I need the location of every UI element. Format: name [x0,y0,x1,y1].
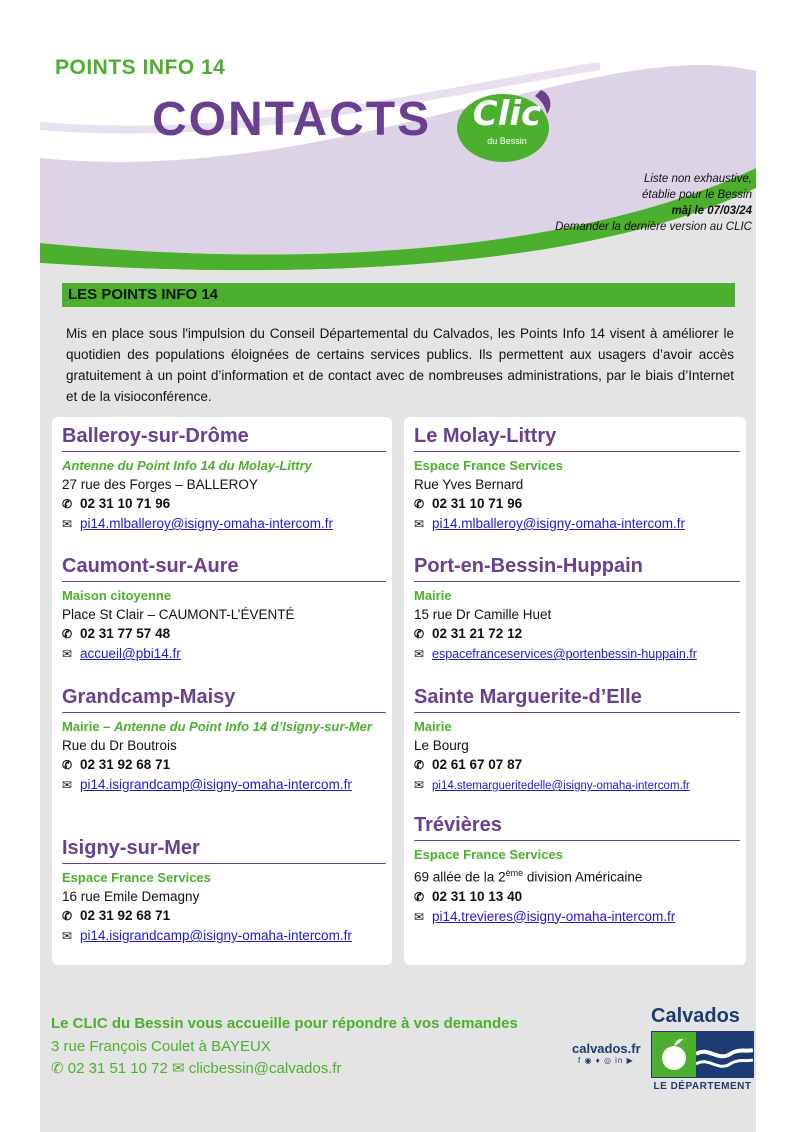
mail-icon: ✉ [414,778,425,792]
clic-logo-subtitle: du Bessin [487,136,527,146]
clic-logo-word: Clic [472,94,542,134]
office-type: Espace France Services [414,847,563,862]
clic-logo [455,84,559,166]
email-link[interactable]: pi14.mlballeroy@isigny-omaha-intercom.fr [80,516,334,531]
office-type-text: Antenne du Point Info 14 du Molay-Littry [62,458,312,473]
phone-number: 02 31 92 68 71 [80,908,171,923]
office-type: Espace France Services [414,458,563,473]
email-line [414,514,740,534]
address-part: 69 allée de la 2 [414,869,506,885]
email-link[interactable]: espacefranceservices@portenbessin-huppain.fr [432,647,697,661]
email-line [414,907,740,927]
mail-icon: ✉ [62,929,73,943]
footer-contact [51,1059,342,1077]
email-line [62,775,386,795]
phone-icon: ✆ [62,909,73,923]
section-header [62,283,735,307]
phone-number: 02 31 92 68 71 [80,757,171,772]
brand-title: POINTS INFO 14 [55,56,226,79]
mail-icon: ✉ [62,517,73,531]
city-name: Caumont-sur-Aure [62,555,386,582]
waves-icon [696,1032,753,1077]
address: Rue Yves Bernard [414,477,524,492]
office-type: Mairie [414,719,452,734]
city-name: Grandcamp-Maisy [62,686,386,713]
phone-line [414,887,740,907]
calvados-logo [651,1031,754,1078]
phone-line [414,624,740,644]
contact-entry [414,425,740,534]
email-line [62,644,386,664]
email-link[interactable]: pi14.trevieres@isigny-omaha-intercom.fr [432,908,676,924]
calvados-department: LE DÉPARTEMENT [653,1081,752,1092]
contacts-card-right [404,417,746,965]
contact-entry [414,555,740,664]
address: 16 rue Emile Demagny [62,889,200,904]
footer-address: 3 rue François Coulet à BAYEUX [51,1038,271,1055]
phone-icon: ✆ [62,758,73,772]
phone-line [414,494,740,514]
header-notes [555,171,752,235]
contact-entry [62,837,386,946]
contact-entry [414,686,740,796]
city-name: Le Molay-Littry [414,425,740,452]
phone-number: 02 31 21 72 12 [432,626,523,641]
office-type: Mairie [414,588,452,603]
email-line [62,926,386,946]
footer-email[interactable]: clicbessin@calvados.fr [188,1060,342,1077]
phone-line [62,755,386,775]
office-type [62,717,386,736]
mail-icon: ✉ [172,1060,189,1077]
phone-icon: ✆ [62,497,73,511]
phone-icon: ✆ [414,758,425,772]
footer-tagline: Le CLIC du Bessin vous accueille pour répondre à vos demandes [51,1015,518,1032]
phone-icon: ✆ [414,627,425,641]
email-line [62,514,386,534]
contacts-card-left [52,417,392,965]
email-link[interactable]: pi14.isigrandcamp@isigny-omaha-intercom.fr [80,928,352,943]
office-type [62,456,386,475]
contact-entry [62,686,386,795]
email-line [414,644,740,664]
note-update-date: màj le 07/03/24 [671,205,752,217]
waves-shape [696,1032,753,1077]
note-line: Demander la dernière version au CLIC [555,221,752,233]
apple-icon [652,1032,696,1077]
address: Le Bourg [414,738,469,753]
phone-line [62,624,386,644]
phone-line [62,494,386,514]
city-name: Port-en-Bessin-Huppain [414,555,740,582]
address: Rue du Dr Boutrois [62,738,177,753]
office-type-text: Mairie – [62,719,115,734]
city-name: Balleroy-sur-Drôme [62,425,386,452]
social-icons: f ◉ ♦ ◎ in ▶ [578,1056,634,1065]
page-title: CONTACTS [152,93,432,146]
email-link[interactable]: pi14.stemargueritedelle@isigny-omaha-intercom.fr [432,780,690,792]
mail-icon: ✉ [62,778,73,792]
phone-icon: ✆ [62,627,73,641]
address: Place St Clair – CAUMONT-L’ÉVENTÉ [62,607,295,622]
phone-number: 02 31 77 57 48 [80,626,171,641]
email-link[interactable]: pi14.mlballeroy@isigny-omaha-intercom.fr [432,516,686,531]
section-title: LES POINTS INFO 14 [68,286,219,303]
phone-icon: ✆ [414,889,425,904]
phone-number: 02 61 67 07 87 [432,757,523,772]
calvados-url[interactable]: calvados.fr [572,1041,641,1056]
apple-shape [652,1032,696,1077]
city-name: Isigny-sur-Mer [62,837,386,864]
note-line: Liste non exhaustive, [643,173,752,185]
mail-icon: ✉ [62,647,73,661]
address: 27 rue des Forges – BALLEROY [62,477,258,492]
mail-icon: ✉ [414,909,425,924]
address: 15 rue Dr Camille Huet [414,607,552,622]
phone-number: 02 31 10 13 40 [432,888,523,904]
office-type: Espace France Services [62,870,211,885]
phone-line [62,906,386,926]
contact-entry [414,814,740,927]
intro-paragraph: Mis en place sous l'impulsion du Conseil Départemental du Calvados, les Points Info 14 visent à améliorer le quotidien des populations éloignées de certains services publics. Ils permettent aux usagers d’avoir accès gratuitement à un point d’information et de contact avec de nombreuses administrations, par le biais d’Internet et de la visioconférence. [66,326,734,404]
address-part: division Américaine [523,869,643,885]
phone-icon: ✆ [51,1060,68,1077]
calvados-logo-name: Calvados [651,1005,740,1027]
address-superscript: ème [505,868,524,878]
mail-icon: ✉ [414,517,425,531]
phone-number: 02 31 10 71 96 [432,496,523,511]
note-line: établie pour le Bessin [642,189,752,201]
address [414,864,740,887]
contact-entry [62,555,386,664]
email-line [414,775,740,796]
city-name: Sainte Marguerite-d’Elle [414,686,740,713]
city-name: Trévières [414,814,740,841]
contact-entry [62,425,386,534]
footer-phone: 02 31 51 10 72 [67,1060,168,1077]
office-type-detail: Antenne du Point Info 14 d’Isigny-sur-Mer [114,719,372,734]
phone-number: 02 31 10 71 96 [80,496,171,511]
phone-line [414,755,740,775]
email-link[interactable]: accueil@pbi14.fr [80,646,181,661]
mail-icon: ✉ [414,647,425,661]
phone-icon: ✆ [414,497,425,511]
office-type: Maison citoyenne [62,588,172,603]
email-link[interactable]: pi14.isigrandcamp@isigny-omaha-intercom.fr [80,777,352,792]
